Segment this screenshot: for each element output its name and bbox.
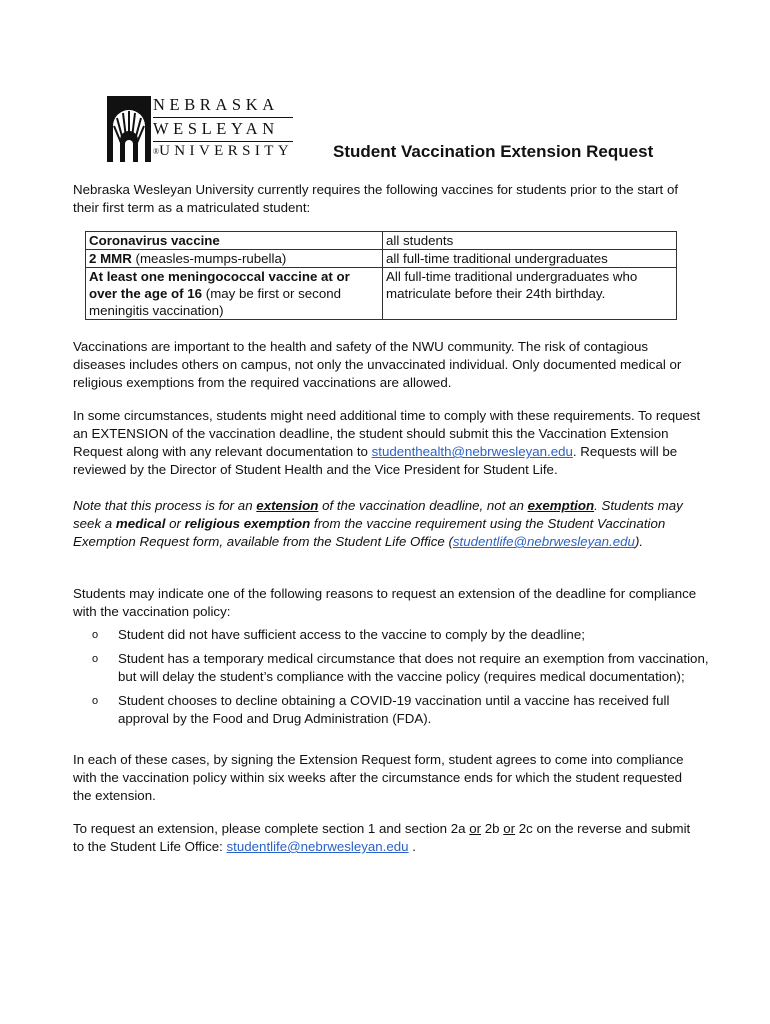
submission-paragraph <box>73 820 703 856</box>
note-text-part: or <box>165 516 185 531</box>
logo-line-wesleyan: WESLEYAN <box>153 119 279 138</box>
note-text-part: . Students may seek a <box>73 498 683 531</box>
logo-rule <box>153 141 293 142</box>
vaccine-cell <box>86 268 383 320</box>
vaccine-detail: (may be first or second meningitis vaccination) <box>89 286 342 318</box>
list-item <box>92 626 712 644</box>
submission-text-part: . <box>408 839 416 854</box>
studentlife-email-link[interactable]: studentlife@nebrwesleyan.edu <box>226 839 409 854</box>
logo-rule <box>153 117 293 118</box>
reason-text: Student has a temporary medical circumstance that does not require an exemption from vaccination, but will delay the student’s compliance with the vaccine policy (requires medical documentation); <box>118 651 709 684</box>
reasons-intro-paragraph <box>73 585 703 621</box>
importance-paragraph <box>73 338 703 392</box>
note-extension-emphasis: extension <box>256 498 319 513</box>
university-logo <box>107 96 297 164</box>
vaccine-name: 2 MMR <box>89 251 132 266</box>
logo-university-text: UNIVERSITY <box>159 143 294 159</box>
vaccine-cell <box>86 250 383 268</box>
note-text-part: of the vaccination deadline, not an <box>318 498 528 513</box>
note-exemption-emphasis: exemption <box>527 498 595 513</box>
bullet-icon: o <box>92 629 99 641</box>
agreement-paragraph <box>73 751 703 805</box>
or-emphasis: or <box>503 821 516 836</box>
applies-to-cell: all full-time traditional undergraduates <box>383 250 677 268</box>
vaccine-name: Coronavirus vaccine <box>89 233 220 248</box>
extension-text-end: . Requests will be reviewed by the Director of Student Health and the Vice President for Student Life. <box>73 444 678 477</box>
note-text-part: Note that this process is for an <box>73 498 257 513</box>
extension-text <box>73 407 703 479</box>
reason-text: Student chooses to decline obtaining a COVID-19 vaccination until a vaccine has received full approval by the Food and Drug Administration (FDA). <box>118 693 670 726</box>
note-text-part: ). <box>634 534 644 549</box>
intro-text: Nebraska Wesleyan University currently requires the following vaccines for students prior to the start of their first term as a matriculated student: <box>73 182 679 215</box>
studentlife-email-link[interactable]: studentlife@nebrwesleyan.edu <box>452 534 635 549</box>
submission-text-part: 2c on the reverse and submit to the Student Life Office: <box>73 821 691 854</box>
note-medical-emphasis: medical <box>115 516 166 531</box>
university-crest-icon <box>107 96 151 162</box>
studenthealth-email-link[interactable]: studenthealth@nebrwesleyan.edu <box>371 444 573 459</box>
vaccine-requirements-table <box>85 231 677 320</box>
list-item <box>92 692 712 728</box>
applies-to-cell: All full-time traditional undergraduates who matriculate before their 24th birthday. <box>383 268 677 320</box>
bullet-icon: o <box>92 695 99 707</box>
agreement-text: In each of these cases, by signing the Extension Request form, student agrees to come into compliance with the vaccination policy within six weeks after the circumstance ends for which the student requested the extension. <box>73 752 684 803</box>
table-row <box>86 268 677 320</box>
submission-text-part: 2b <box>481 821 504 836</box>
logo-line-university <box>153 143 293 160</box>
registered-mark: ® <box>153 147 160 156</box>
extension-text-start: In some circumstances, students might need additional time to comply with these requirements. To request an EXTENSION of the vaccination deadline, the student should submit this the Vaccination Extension Request along with any relevant documentation to <box>73 408 701 459</box>
reasons-list <box>92 626 712 734</box>
note-text-part: from the vaccine requirement using the Student Vaccination Exemption Request form, available from the Student Life Office ( <box>73 516 666 549</box>
reasons-intro-text: Students may indicate one of the following reasons to request an extension of the deadline for compliance with the vaccination policy: <box>73 586 697 619</box>
extension-paragraph <box>73 407 703 479</box>
note-paragraph <box>73 497 703 551</box>
table-row <box>86 232 677 250</box>
bullet-icon: o <box>92 653 99 665</box>
note-text <box>73 497 703 551</box>
or-emphasis: or <box>469 821 482 836</box>
vaccine-name: At least one meningococcal vaccine at or over the age of 16 <box>89 269 350 301</box>
note-religious-emphasis: religious exemption <box>184 516 311 531</box>
importance-text: Vaccinations are important to the health and safety of the NWU community. The risk of contagious diseases includes others on campus, not only the unvaccinated individual. Only documented medical or religious exemptions from the required vaccinations are allowed. <box>73 339 682 390</box>
list-item <box>92 650 712 686</box>
applies-to-cell: all students <box>383 232 677 250</box>
submission-text <box>73 820 703 856</box>
vaccine-cell <box>86 232 383 250</box>
table-row <box>86 250 677 268</box>
page-title: Student Vaccination Extension Request <box>333 142 654 161</box>
vaccine-detail: (measles-mumps-rubella) <box>131 251 287 266</box>
reason-text: Student did not have sufficient access to the vaccine to comply by the deadline; <box>118 627 585 642</box>
logo-line-nebraska: NEBRASKA <box>153 95 279 114</box>
intro-paragraph <box>73 181 703 217</box>
submission-text-part: To request an extension, please complete section 1 and section 2a <box>73 821 470 836</box>
